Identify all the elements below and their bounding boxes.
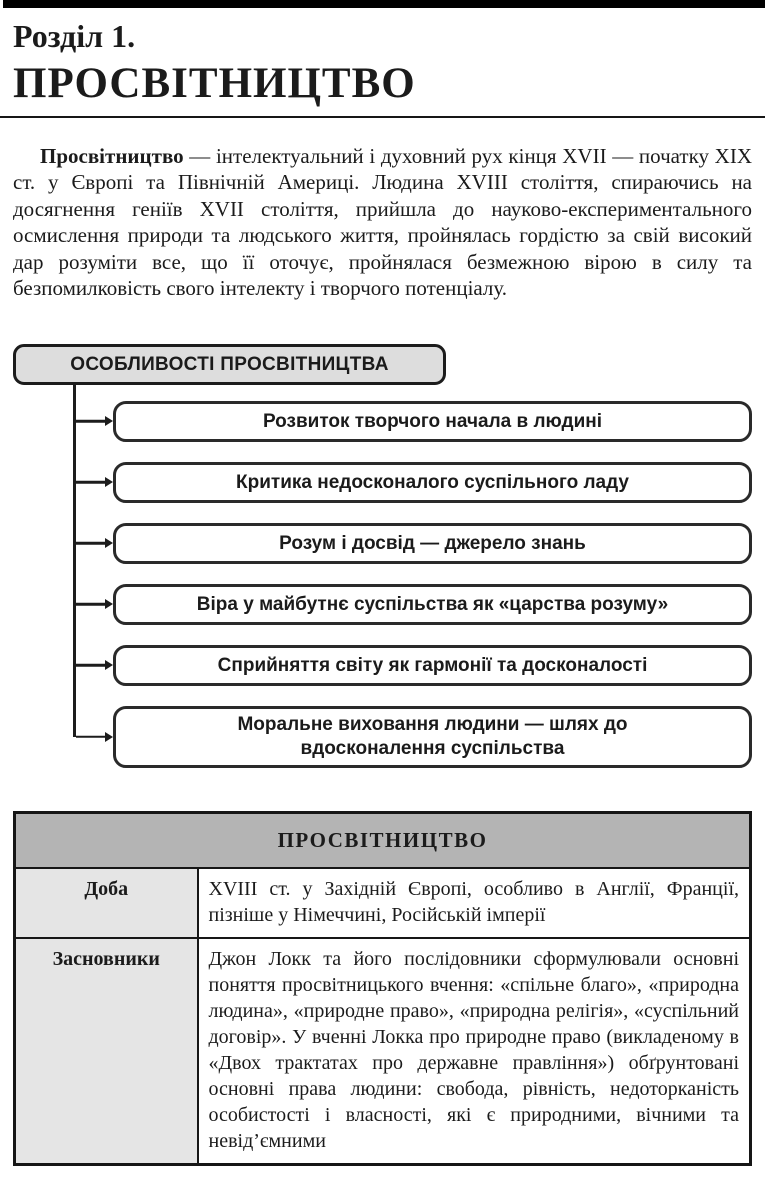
diagram-item: Віра у майбутнє суспільства як «царства розуму»	[113, 584, 752, 625]
chapter-label: Розділ 1.	[13, 18, 136, 54]
features-diagram	[13, 344, 752, 768]
diagram-item: Розвиток творчого начала в людині	[113, 401, 752, 442]
diagram-item: Критика недосконалого суспільного ладу	[113, 462, 752, 503]
diagram-title-box: ОСОБЛИВОСТІ ПРОСВІТНИЦТВА	[13, 344, 446, 385]
table-title: ПРОСВІТНИЦТВО	[15, 812, 751, 868]
page-title: ПРОСВІТНИЦТВО	[13, 59, 416, 107]
diagram-item: Розум і досвід — джерело знань	[113, 523, 752, 564]
intro-paragraph	[13, 143, 752, 302]
diagram-item: Сприйняття світу як гармонії та досконалості	[113, 645, 752, 686]
table-row	[15, 938, 751, 1165]
row-label: Засновники	[15, 938, 198, 1165]
enlightenment-table	[13, 811, 752, 1166]
row-value: XVIII ст. у Західній Європі, особливо в Англії, Франції, пізніше у Німеччині, Російській імперії	[198, 868, 751, 938]
intro-text: — інтелектуальний і духовний рух кінця XVII — початку XIX ст. у Європі та Північній Америці. Людина XVIII століття, спираючись на досягнення геніїв XVII століття, прийшла до науково-експериментального осмислення природи та людського життя, пройнялась гордістю за свій високий дар розуміти все, що її оточує, пройнялася безмежною вірою в силу та безпомилковість свого інтелекту і творчого потенціалу.	[13, 143, 752, 301]
table-row	[15, 868, 751, 938]
page-header	[0, 8, 765, 118]
diagram-item: Моральне виховання людини — шлях до вдосконалення суспільства	[113, 706, 752, 768]
page-top-rule	[3, 0, 765, 8]
connector-trunk-line	[73, 384, 76, 737]
page-body	[0, 143, 765, 1166]
row-value: Джон Локк та його послідовники сформулювали основні поняття просвітницького вчення: «спільне благо», «природна людина», «природне право», «природна релігія», «суспільний договір». У вченні Локка про природне право (викладеному в «Двох трактатах про державне правління») обґрунтовані основні права людини: свобода, рівність, недоторканість особистості і власності, які є природними, вічними та невід’ємними	[198, 938, 751, 1165]
row-label: Доба	[15, 868, 198, 938]
table-header-row	[15, 812, 751, 868]
diagram-item-list	[113, 401, 752, 768]
intro-lead-term: Просвітництво	[40, 143, 184, 168]
